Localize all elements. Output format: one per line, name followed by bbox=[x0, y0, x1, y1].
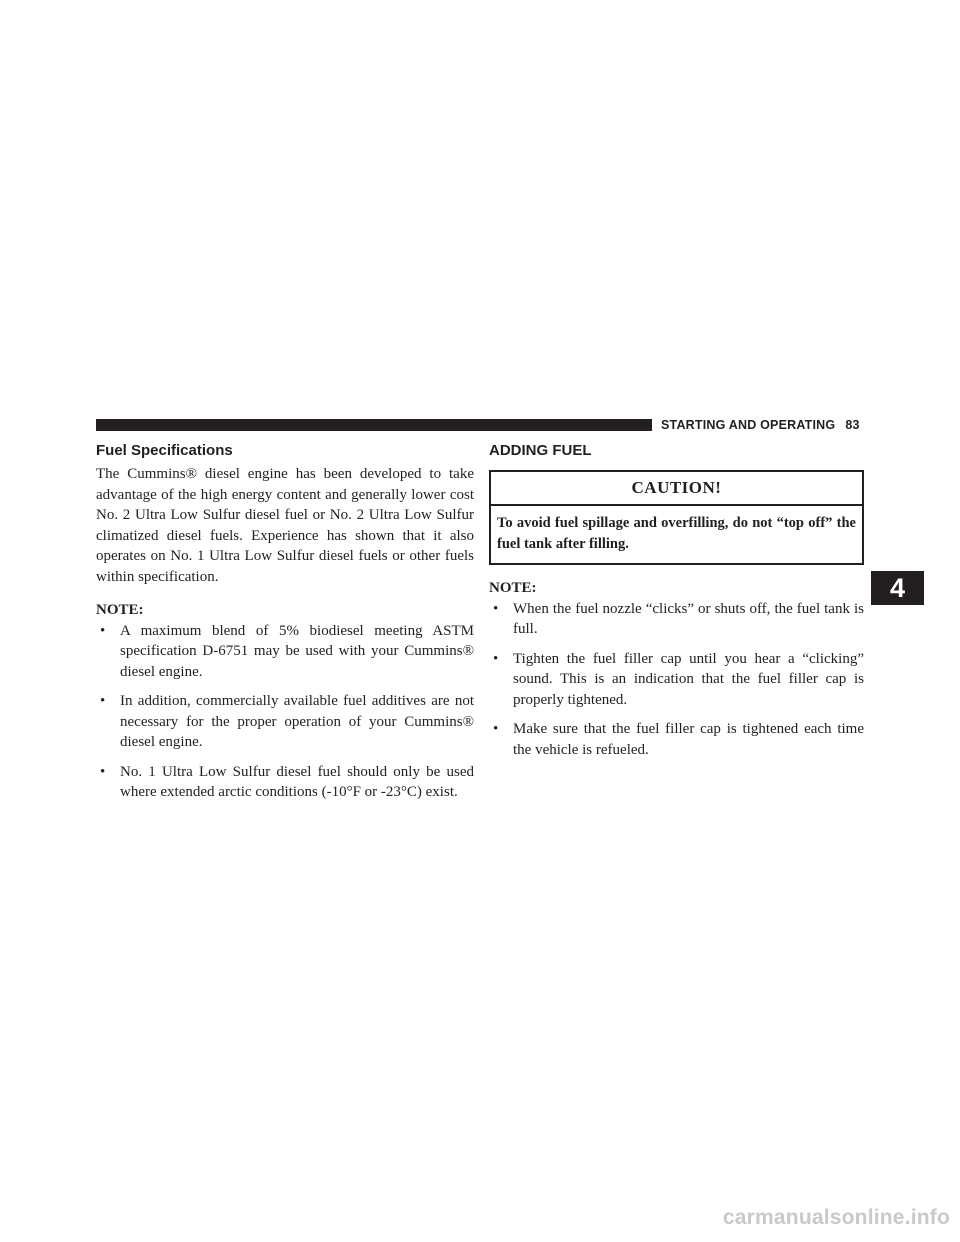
running-header bbox=[661, 418, 860, 432]
bullet-icon: • bbox=[100, 763, 106, 780]
header-rule bbox=[96, 419, 652, 431]
right-note-list bbox=[489, 599, 864, 761]
list-item-text: When the fuel nozzle “clicks” or shuts off, the fuel tank is full. bbox=[513, 600, 864, 637]
bullet-icon: • bbox=[100, 622, 106, 639]
fuel-specifications-intro: The Cummins® diesel engine has been developed to take advantage of the high energy content and generally lower cost No. 2 Ultra Low Sulfur diesel fuel or No. 2 Ultra Low Sulfur climatized diesel fuels. Experience has shown that it also operates on No. 1 Ultra Low Sulfur diesel fuels or other fuels within specification. bbox=[96, 466, 474, 585]
right-column bbox=[489, 441, 864, 769]
list-item-text: Make sure that the fuel filler cap is tightened each time the vehicle is refueled. bbox=[513, 721, 864, 758]
bullet-icon: • bbox=[493, 721, 499, 737]
left-column bbox=[96, 441, 474, 812]
list-item bbox=[489, 649, 864, 711]
caution-box bbox=[489, 470, 864, 565]
list-item-text: No. 1 Ultra Low Sulfur diesel fuel should only be used where extended arctic conditions (-10°F or -23°C) exist. bbox=[120, 763, 474, 800]
right-note-label: NOTE: bbox=[489, 580, 537, 596]
list-item bbox=[489, 719, 864, 760]
list-item-text: In addition, commercially available fuel additives are not necessary for the proper operation of your Cummins® diesel engine. bbox=[120, 693, 474, 750]
caution-text: To avoid fuel spillage and overfilling, do not “top off” the fuel tank after filling. bbox=[497, 515, 856, 552]
left-note-list bbox=[96, 621, 474, 803]
list-item-text: Tighten the fuel filler cap until you hear a “clicking” sound. This is an indication that the fuel filler cap is properly tightened. bbox=[513, 650, 864, 708]
bullet-icon: • bbox=[100, 693, 106, 709]
header-section-title: STARTING AND OPERATING bbox=[661, 418, 836, 432]
list-item bbox=[96, 762, 474, 803]
fuel-specifications-heading: Fuel Specifications bbox=[96, 442, 233, 459]
bullet-icon: • bbox=[493, 650, 499, 667]
watermark: carmanualsonline.info bbox=[722, 1206, 950, 1229]
list-item bbox=[96, 691, 474, 753]
list-item bbox=[489, 599, 864, 640]
bullet-icon: • bbox=[493, 600, 499, 617]
list-item bbox=[96, 621, 474, 683]
page-number: 83 bbox=[845, 418, 860, 432]
left-note-label: NOTE: bbox=[96, 602, 144, 618]
chapter-tab: 4 bbox=[871, 571, 924, 605]
adding-fuel-heading: ADDING FUEL bbox=[489, 442, 592, 459]
caution-title: CAUTION! bbox=[491, 472, 862, 506]
list-item-text: A maximum blend of 5% biodiesel meeting ASTM specification D-6751 may be used with your Cummins® diesel engine. bbox=[120, 622, 474, 680]
